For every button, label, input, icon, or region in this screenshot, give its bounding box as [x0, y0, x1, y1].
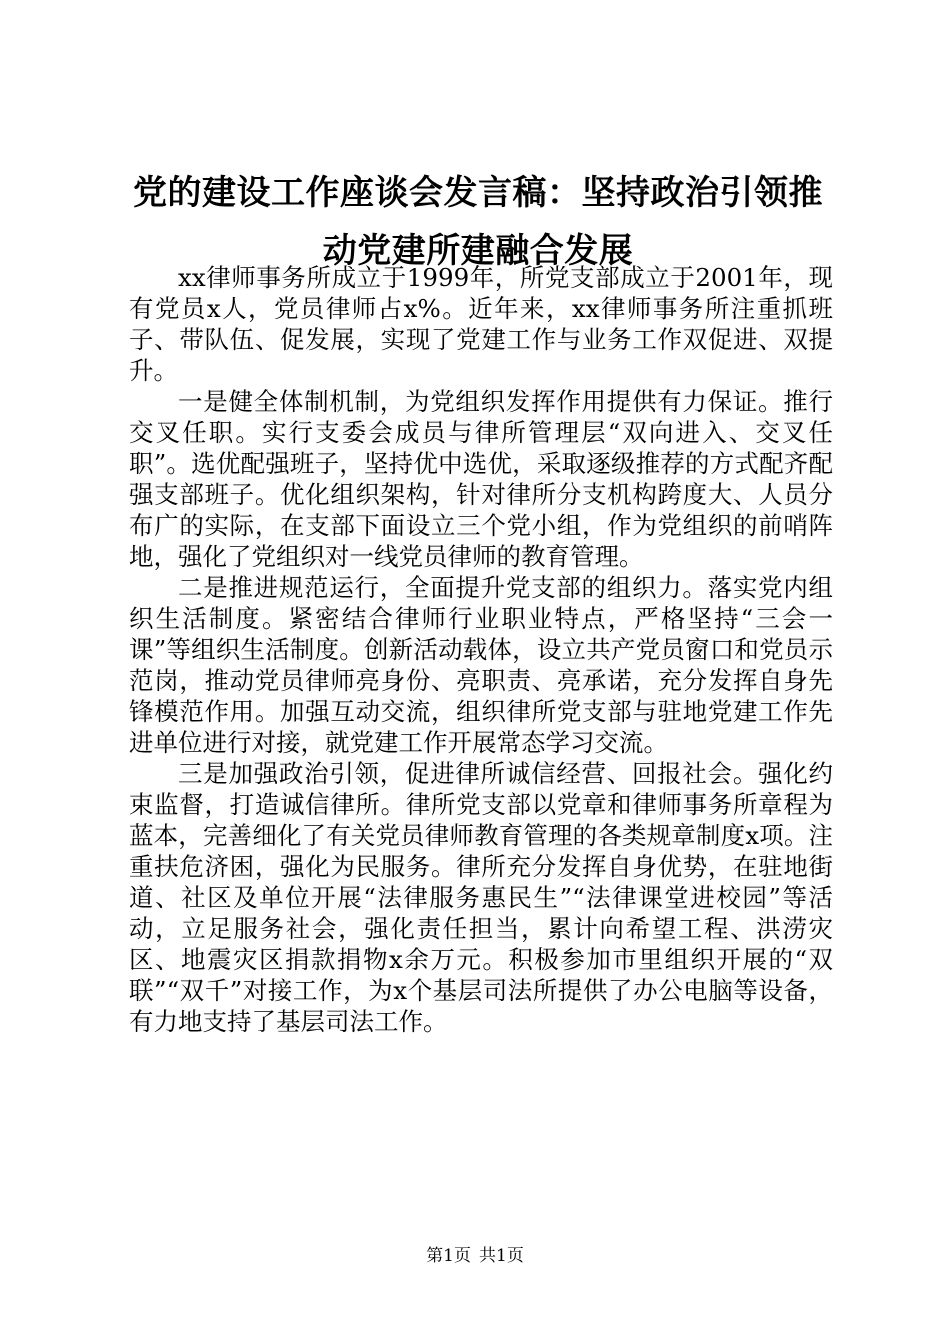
title-line-2: 动党建所建融合发展	[322, 231, 634, 271]
paragraph-point-2: 二是推进规范运行，全面提升党支部的组织力。落实党内组织生活制度。紧密结合律师行业职业特点，严格坚持“三会一课”等组织生活制度。创新活动载体，设立共产党员窗口和党员示范岗，推动党员律师亮身份、亮职责、亮承诺，充分发挥自身先锋模范作用。加强互动交流，组织律所党支部与驻地党建工作先进单位进行对接，就党建工作开展常态学习交流。	[129, 573, 833, 757]
title-line-1: 党的建设工作座谈会发言稿：坚持政治引领推	[133, 173, 823, 213]
paragraph-intro: xx律师事务所成立于1999年，所党支部成立于2001年，现有党员x人，党员律师占x%。近年来，xx律师事务所注重抓班子、带队伍、促发展，实现了党建工作与业务工作双促进、双提升。	[129, 263, 833, 385]
document-body	[129, 262, 833, 1037]
paragraph-point-3: 三是加强政治引领，促进律所诚信经营、回报社会。强化约束监督，打造诚信律所。律所党支部以党章和律师事务所章程为蓝本，完善细化了有关党员律师教育管理的各类规章制度x项。注重扶危济困，强化为民服务。律所充分发挥自身优势，在驻地街道、社区及单位开展“法律服务惠民生”“法律课堂进校园”等活动，立足服务社会，强化责任担当，累计向希望工程、洪涝灾区、地震灾区捐款捐物x余万元。积极参加市里组织开展的“双联”“双千”对接工作，为x个基层司法所提供了办公电脑等设备，有力地支持了基层司法工作。	[129, 759, 833, 1036]
page-number: 第1页	[426, 1246, 471, 1266]
page-total: 共1页	[479, 1246, 524, 1266]
page-footer	[0, 1244, 950, 1268]
paragraph-point-1: 一是健全体制机制，为党组织发挥作用提供有力保证。推行交叉任职。实行支委会成员与律所管理层“双向进入、交叉任职”。选优配强班子，坚持优中选优，采取逐级推荐的方式配齐配强支部班子。优化组织架构，针对律所分支机构跨度大、人员分布广的实际，在支部下面设立三个党小组，作为党组织的前哨阵地，强化了党组织对一线党员律师的教育管理。	[129, 387, 833, 571]
